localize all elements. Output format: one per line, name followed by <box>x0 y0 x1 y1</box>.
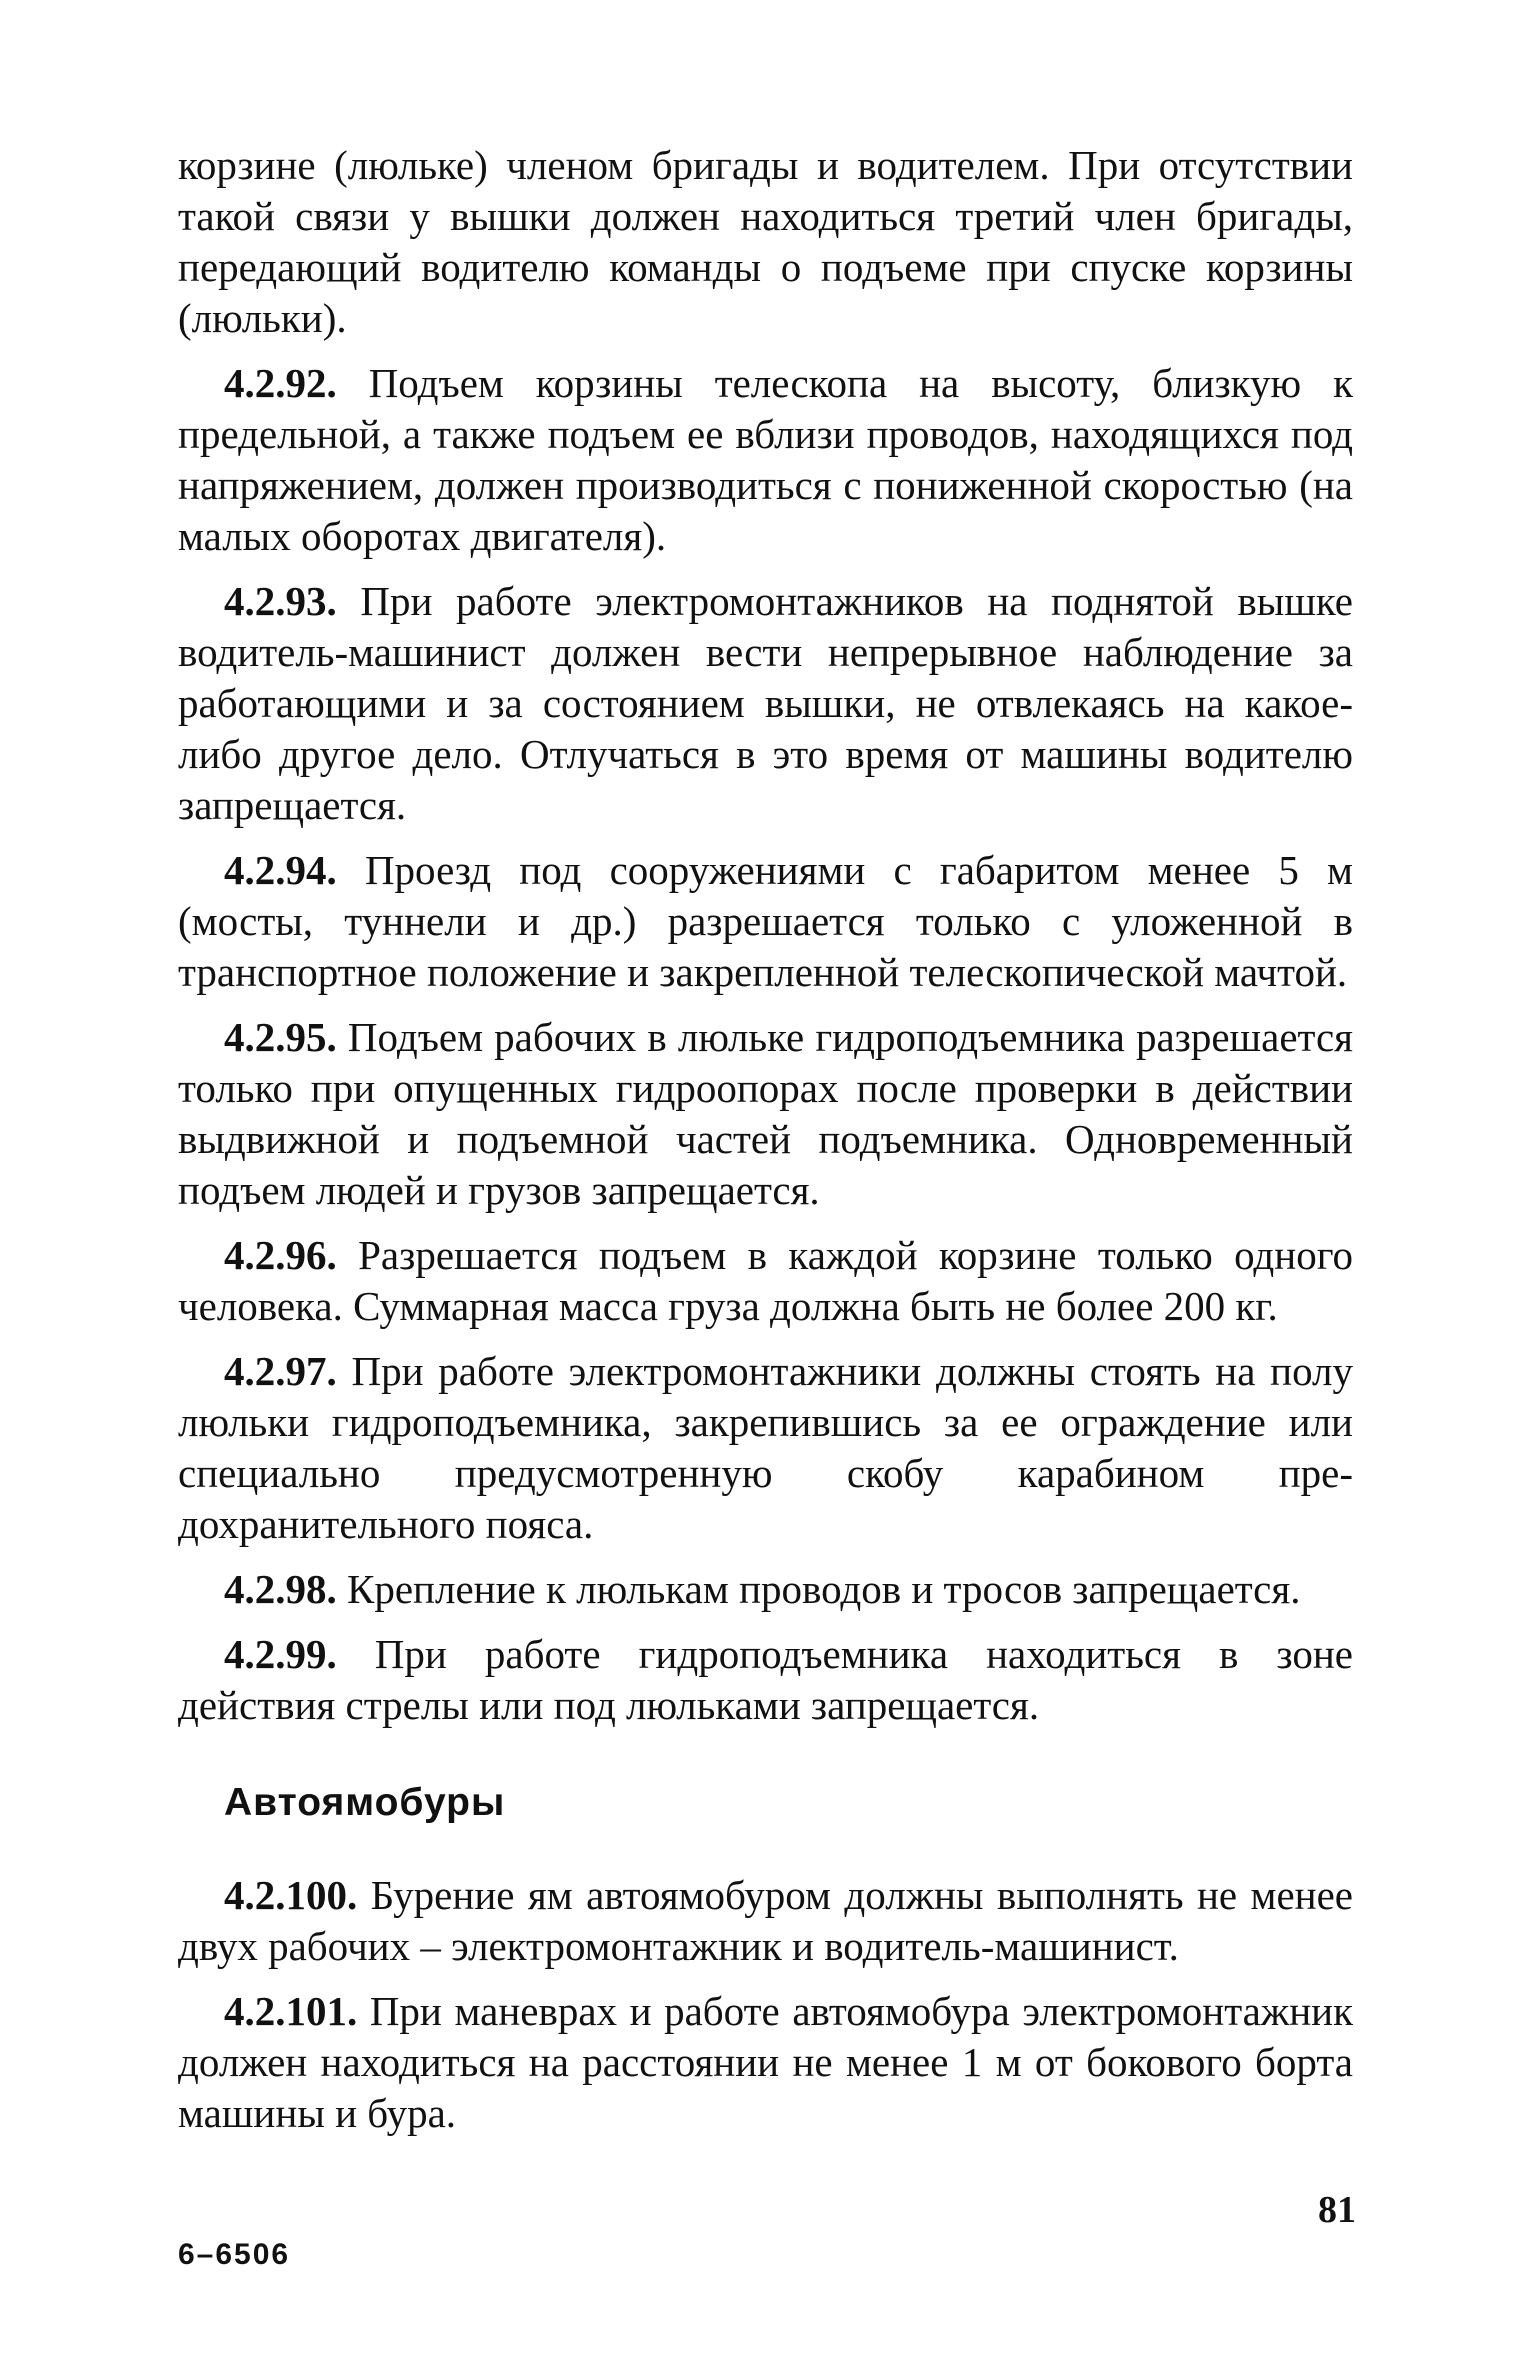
paragraph-text: Подъем корзины телескопа на высоту, близкую к предельной, а также подъем ее вблизи проводов, находящихся под напряжением, должен производиться с пониженной скоростью (на малых оборотах двигателя). <box>178 360 1353 559</box>
paragraph-number: 4.2.94. <box>224 847 337 893</box>
paragraph-text: При работе электромонтажники должны стоять на полу люльки гидроподъемника, закрепившись за ее ограждение или специально предусмотренную скобу карабином предохранительного пояса. <box>178 1348 1354 1547</box>
paragraph-4-2-98 <box>178 1564 1353 1615</box>
paragraph-text: Крепление к люлькам проводов и тросов запрещается. <box>347 1566 1301 1612</box>
paragraph-number: 4.2.97. <box>224 1348 337 1394</box>
paragraph-number: 4.2.96. <box>224 1232 337 1278</box>
paragraph-text: Разрешается подъем в каждой корзине только одного человека. Суммарная масса груза должна быть не более 200 кг. <box>178 1232 1353 1329</box>
paragraph-number: 4.2.93. <box>224 578 337 624</box>
paragraph-4-2-93 <box>178 576 1353 831</box>
page-number: 81 <box>1318 2189 1356 2231</box>
paragraph-4-2-95 <box>178 1012 1353 1216</box>
paragraph-number: 4.2.100. <box>224 1872 358 1918</box>
document-page <box>178 140 1353 2153</box>
paragraph-text: корзине (люльке) членом бригады и водителем. При отсутствии такой связи у вышки должен находиться третий член бригады, передающий водителю команды о подъеме при спуске корзины (люльки). <box>178 142 1353 341</box>
continuation-paragraph <box>178 140 1353 344</box>
paragraph-number: 4.2.101. <box>224 1988 358 2034</box>
printer-signature-mark: 6–6506 <box>178 2238 291 2271</box>
paragraph-4-2-94 <box>178 845 1353 998</box>
paragraph-text: Проезд под сооружениями с габаритом менее 5 м (мосты, туннели и др.) разрешается только с уложенной в транспортное положение и закрепленной телескопической мачтой. <box>178 847 1353 995</box>
section-heading: Автоямобуры <box>224 1781 506 1824</box>
paragraph-4-2-99 <box>178 1629 1353 1731</box>
paragraph-text: Подъем рабочих в люльке гидроподъемника разрешается только при опущенных гидроопорах после проверки в действии выдвижной и подъемной частей подъемника. Одновременный подъем людей и грузов запрещается. <box>178 1014 1354 1213</box>
paragraph-number: 4.2.98. <box>224 1566 337 1612</box>
paragraph-text: Бурение ям автоямобуром должны выполнять не менее двух рабочих – электромонтажник и водитель-машинист. <box>178 1872 1353 1969</box>
paragraph-text: При работе электромонтажников на поднятой вышке водитель-машинист должен вести непрерывное наблюдение за работающими и за состоянием вышки, не отвлекаясь на какое-либо другое дело. Отлучаться в это время от машины водителю запрещается. <box>178 578 1354 828</box>
paragraph-number: 4.2.95. <box>224 1014 337 1060</box>
paragraph-4-2-96 <box>178 1230 1353 1332</box>
paragraph-4-2-100 <box>178 1870 1353 1972</box>
paragraph-number: 4.2.92. <box>224 360 337 406</box>
paragraph-text: При работе гидроподъемника находиться в зоне действия стрелы или под люльками запрещается. <box>178 1631 1353 1728</box>
paragraph-text: При маневрах и работе автоямобура электромонтажник должен находиться на расстоянии не менее 1 м от бокового борта машины и бура. <box>178 1988 1353 2136</box>
paragraph-4-2-97 <box>178 1346 1353 1550</box>
paragraph-4-2-101 <box>178 1986 1353 2139</box>
paragraph-number: 4.2.99. <box>224 1631 337 1677</box>
paragraph-4-2-92 <box>178 358 1353 562</box>
